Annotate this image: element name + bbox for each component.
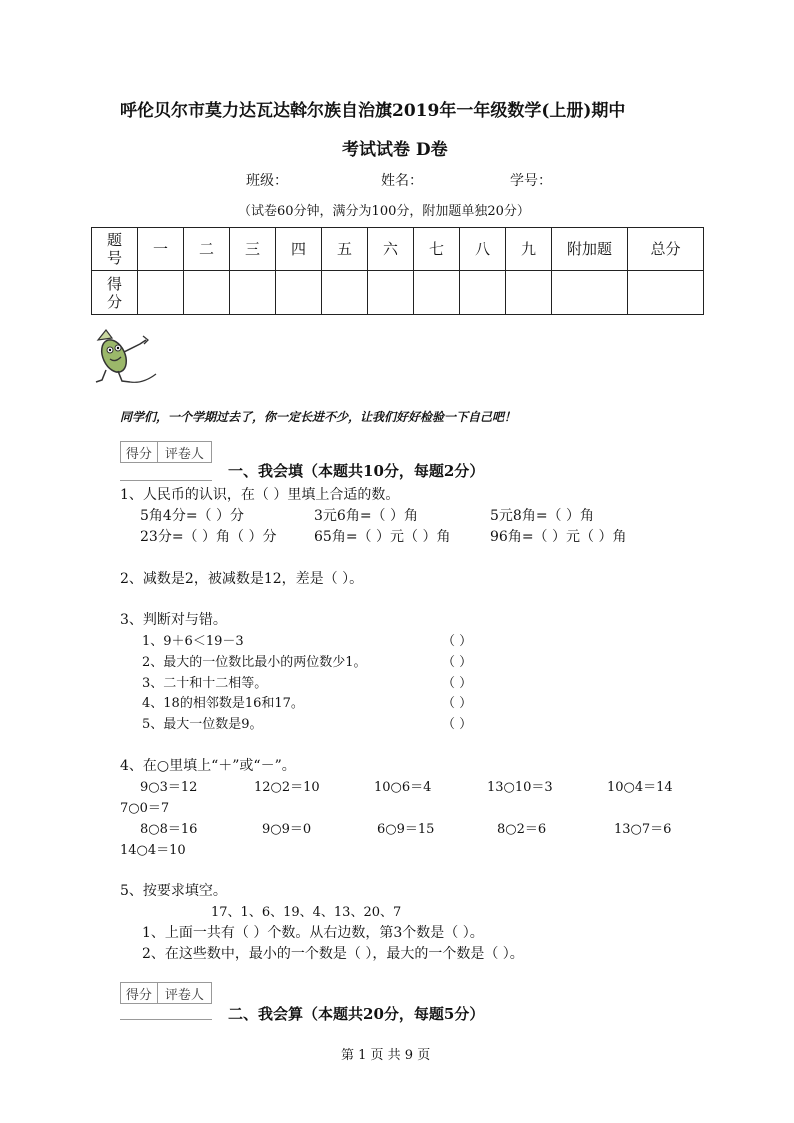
section2-title: 二、我会算（本题共20分，每题5分）: [228, 1005, 485, 1023]
q3-item: 5、最大一位数是9。: [142, 717, 263, 732]
q4-item: 8○2＝6: [497, 822, 547, 837]
q5-numbers: 17、1、6、19、4、13、20、7: [211, 905, 402, 920]
class-label: 班级：: [246, 173, 288, 189]
q3-item: 4、18的相邻数是16和17。: [142, 696, 304, 711]
score-cell[interactable]: [506, 271, 552, 315]
q1-item: 5角4分=（ ）分: [140, 508, 244, 524]
q1-item: 3元6角=（ ）角: [314, 508, 418, 524]
score-cell[interactable]: [184, 271, 230, 315]
q4-item: 13○10＝3: [487, 780, 553, 795]
grader-box: [120, 982, 212, 1004]
col-6: 六: [368, 228, 414, 271]
q4-item: 14○4＝10: [120, 843, 186, 858]
q4-item: 12○2＝10: [254, 780, 320, 795]
q1-item: 23分=（ ）角（ ）分: [140, 529, 277, 545]
q1-item: 96角=（ ）元（ ）角: [490, 529, 627, 545]
q4-item: 13○7＝6: [614, 822, 672, 837]
grader-score-label: 得分: [121, 983, 158, 1004]
grader-box: [120, 441, 212, 463]
q5-sub1: 1、上面一共有（ ）个数。从右边数，第3个数是（ ）。: [142, 925, 484, 941]
q4-item: 8○8＝16: [140, 822, 198, 837]
score-cell[interactable]: [138, 271, 184, 315]
page-number: 第 1 页 共 9 页: [341, 1048, 431, 1063]
q3-stem: 3、判断对与错。: [120, 612, 227, 628]
col-7: 七: [414, 228, 460, 271]
score-cell[interactable]: [368, 271, 414, 315]
grader-score-label: 得分: [121, 442, 158, 463]
grader-reviewer-label: 评卷人: [157, 442, 211, 463]
col-total: 总分: [628, 228, 704, 271]
score-cell[interactable]: [322, 271, 368, 315]
score-table: [91, 227, 704, 315]
score-cell[interactable]: [628, 271, 704, 315]
col-4: 四: [276, 228, 322, 271]
q4-item: 9○9＝0: [262, 822, 312, 837]
q5-stem: 5、按要求填空。: [120, 883, 227, 899]
q1-stem: 1、人民币的认识，在（ ）里填上合适的数。: [120, 487, 400, 503]
col-9: 九: [506, 228, 552, 271]
q4-item: 7○0＝7: [120, 801, 170, 816]
page-title-line1: 呼伦贝尔市莫力达瓦达斡尔族自治旗2019年一年级数学(上册)期中: [120, 101, 626, 121]
answer-paren[interactable]: （ ）: [442, 634, 473, 649]
col-2: 二: [184, 228, 230, 271]
score-cell[interactable]: [276, 271, 322, 315]
q1-item: 65角=（ ）元（ ）角: [314, 529, 451, 545]
q4-item: 10○6＝4: [374, 780, 432, 795]
answer-paren[interactable]: （ ）: [442, 655, 473, 670]
answer-paren[interactable]: （ ）: [442, 676, 473, 691]
answer-paren[interactable]: （ ）: [442, 717, 473, 732]
q4-item: 9○3＝12: [140, 780, 198, 795]
answer-paren[interactable]: （ ）: [442, 696, 473, 711]
col-bonus: 附加题: [552, 228, 628, 271]
grader-underline: [120, 480, 212, 481]
col-5: 五: [322, 228, 368, 271]
page-title-line2: 考试试卷 D卷: [342, 140, 448, 160]
score-cell[interactable]: [414, 271, 460, 315]
pencil-mascot-icon: [88, 326, 160, 388]
q3-item: 2、最大的一位数比最小的两位数少1。: [142, 655, 367, 670]
exam-note: （试卷60分钟，满分为100分，附加题单独20分）: [238, 204, 530, 219]
q4-item: 6○9＝15: [377, 822, 435, 837]
q2-stem: 2、减数是2，被减数是12，差是（ ）。: [120, 571, 364, 587]
grader-reviewer-label: 评卷人: [157, 983, 211, 1004]
col-3: 三: [230, 228, 276, 271]
q3-item: 1、9＋6＜19－3: [142, 634, 244, 649]
score-cell[interactable]: [552, 271, 628, 315]
student-id-label: 学号：: [510, 173, 552, 189]
q4-item: 10○4＝14: [607, 780, 673, 795]
col-1: 一: [138, 228, 184, 271]
row-header-question: 题 号: [92, 228, 138, 271]
grader-underline: [120, 1019, 212, 1020]
q4-stem: 4、在○里填上“＋”或“－”。: [120, 758, 296, 774]
score-cell[interactable]: [230, 271, 276, 315]
q5-sub2: 2、在这些数中，最小的一个数是（ ），最大的一个数是（ ）。: [142, 946, 524, 962]
score-cell[interactable]: [460, 271, 506, 315]
name-label: 姓名：: [381, 173, 423, 189]
q1-item: 5元8角=（ ）角: [490, 508, 594, 524]
section1-title: 一、我会填（本题共10分，每题2分）: [228, 462, 485, 480]
col-8: 八: [460, 228, 506, 271]
row-header-score: 得 分: [92, 271, 138, 315]
q3-item: 3、二十和十二相等。: [142, 676, 268, 691]
encouragement-text: 同学们，一个学期过去了，你一定长进不少，让我们好好检验一下自己吧！: [120, 410, 517, 424]
